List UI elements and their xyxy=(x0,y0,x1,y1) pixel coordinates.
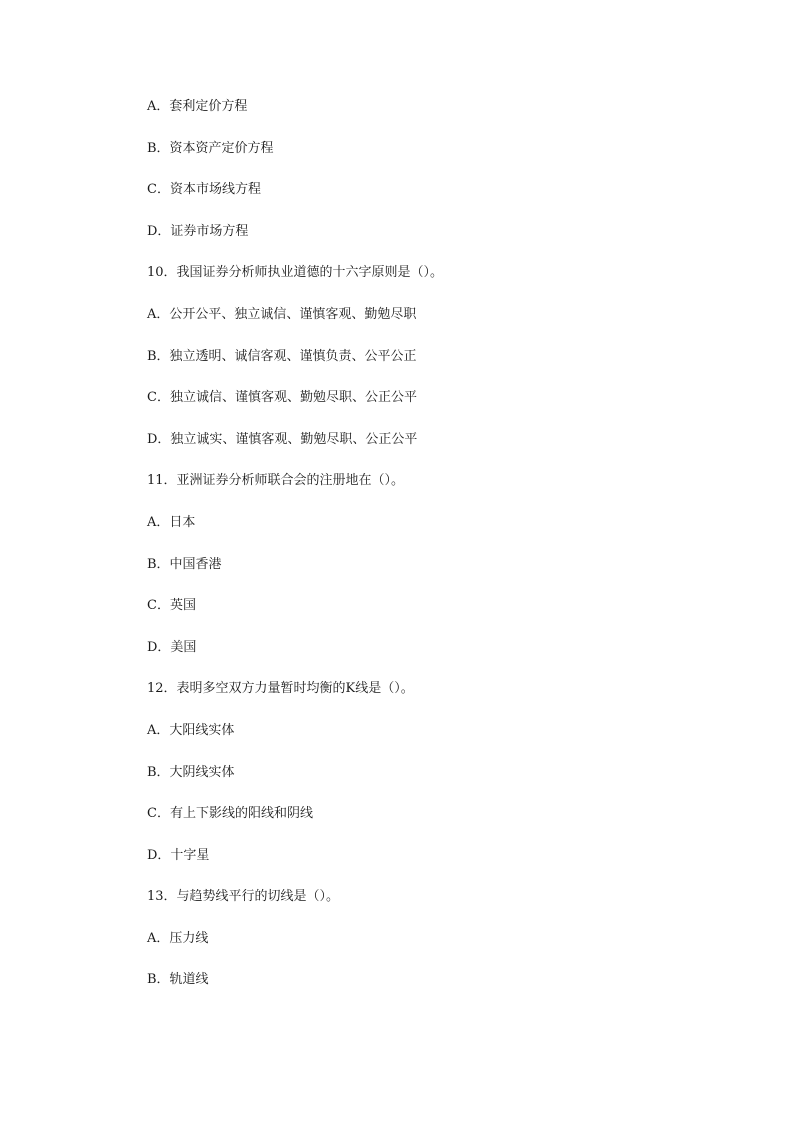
option-line: A．套利定价方程 xyxy=(147,99,248,114)
option-line: A．大阳线实体 xyxy=(147,722,235,738)
option-line: D．美国 xyxy=(147,639,197,655)
question-line: 11．亚洲证券分析师联合会的注册地在（）。 xyxy=(147,473,405,489)
option-line: B．资本资产定价方程 xyxy=(147,140,274,156)
option-line: C．英国 xyxy=(147,598,196,614)
option-line: A．日本 xyxy=(147,514,196,530)
option-line: D．独立诚实、谨慎客观、勤勉尽职、公正公平 xyxy=(147,431,418,447)
option-line: B．中国香港 xyxy=(147,556,222,572)
option-line: C．独立诚信、谨慎客观、勤勉尽职、公正公平 xyxy=(147,390,417,406)
question-line: 13．与趋势线平行的切线是（）。 xyxy=(147,889,340,905)
option-line: D．证券市场方程 xyxy=(147,223,249,239)
question-line: 12．表明多空双方力量暂时均衡的K线是（）。 xyxy=(147,681,414,697)
option-line: C．有上下影线的阳线和阴线 xyxy=(147,806,313,822)
option-line: D．十字星 xyxy=(147,847,210,863)
question-line: 10．我国证券分析师执业道德的十六字原则是（）。 xyxy=(147,265,444,281)
option-line: C．资本市场线方程 xyxy=(147,182,261,198)
option-line: A．压力线 xyxy=(147,930,209,946)
option-line: B．大阴线实体 xyxy=(147,764,235,780)
option-line: B．轨道线 xyxy=(147,972,209,988)
option-line: B．独立透明、诚信客观、谨慎负责、公平公正 xyxy=(147,348,417,364)
question-list xyxy=(147,96,747,1011)
option-line: A．公开公平、独立诚信、谨慎客观、勤勉尽职 xyxy=(147,306,417,322)
